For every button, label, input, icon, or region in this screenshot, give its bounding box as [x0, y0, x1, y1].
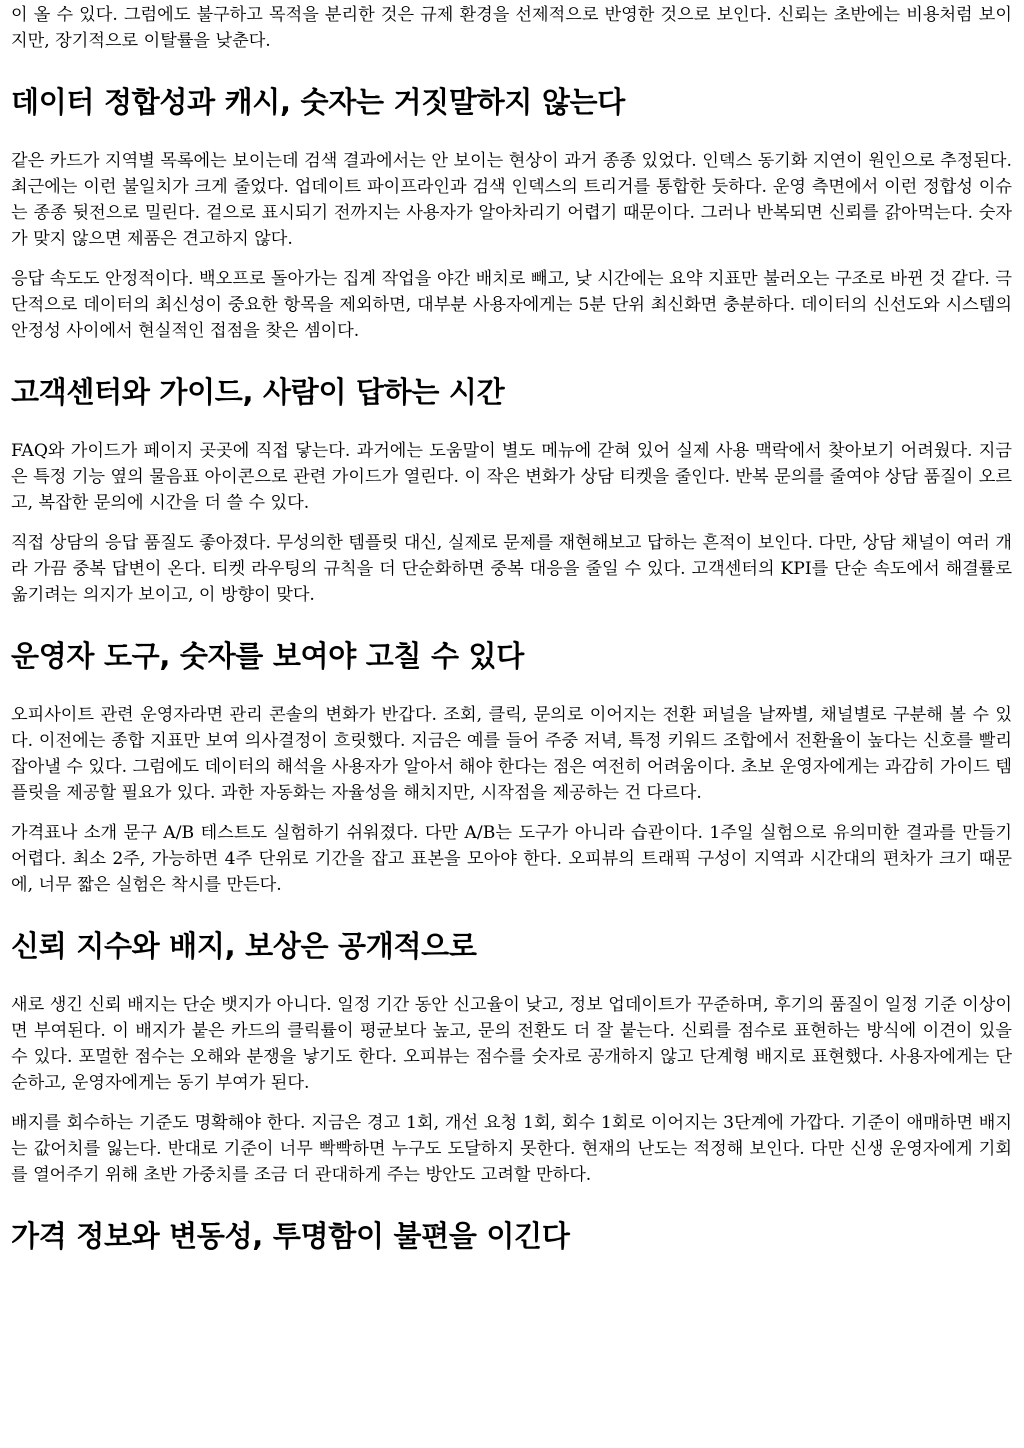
- paragraph: 직접 상담의 응답 품질도 좋아졌다. 무성의한 템플릿 대신, 실제로 문제를 재현해보고 답하는 흔적이 보인다. 다만, 상담 채널이 여러 개라 가끔 중복 답변이 온다. 티켓 라우팅의 규칙을 더 단순화하면 중복 대응을 줄일 수 있다. 고객센터의 KPI를 단순 속도에서 해결률로 옮기려는 의지가 보이고, 이 방향이 맞다.: [11, 533, 1012, 605]
- paragraph: 새로 생긴 신뢰 배지는 단순 뱃지가 아니다. 일정 기간 동안 신고율이 낮고, 정보 업데이트가 꾸준하며, 후기의 품질이 일정 기준 이상이면 부여된다. 이 배지가 붙은 카드의 클릭률이 평균보다 높고, 문의 전환도 더 잘 붙는다. 신뢰를 점수로 표현하는 방식에 이견이 있을 수 있다. 포멀한 점수는 오해와 분쟁을 낳기도 한다. 오피뷰는 점수를 숫자로 공개하지 않고 단계형 배지로 표현했다. 사용자에게는 단순하고, 운영자에게는 동기 부여가 된다.: [11, 995, 1012, 1093]
- paragraph: 응답 속도도 안정적이다. 백오프로 돌아가는 집계 작업을 야간 배치로 빼고, 낮 시간에는 요약 지표만 불러오는 구조로 바뀐 것 같다. 극단적으로 데이터의 최신성이 중요한 항목을 제외하면, 대부분 사용자에게는 5분 단위 최신화면 충분하다. 데이터의 신선도와 시스템의 안정성 사이에서 현실적인 접점을 찾은 셈이다.: [11, 269, 1012, 341]
- paragraph: 가격표나 소개 문구 A/B 테스트도 실험하기 쉬워졌다. 다만 A/B는 도구가 아니라 습관이다. 1주일 실험으로 유의미한 결과를 만들기 어렵다. 최소 2주, 가능하면 4주 단위로 기간을 잡고 표본을 모아야 한다. 오피뷰의 트래픽 구성이 지역과 시간대의 편차가 크기 때문에, 너무 짧은 실험은 착시를 만든다.: [11, 823, 1012, 895]
- section-heading-pricing: 가격 정보와 변동성, 투명함이 불편을 이긴다: [11, 1219, 570, 1253]
- paragraph: 오피사이트 관련 운영자라면 관리 콘솔의 변화가 반갑다. 조회, 클릭, 문의로 이어지는 전환 퍼널을 날짜별, 채널별로 구분해 볼 수 있다. 이전에는 종합 지표만 보여 의사결정이 흐릿했다. 지금은 예를 들어 주중 저녁, 특정 키워드 조합에서 전환율이 높다는 신호를 빨리 잡아낼 수 있다. 그럼에도 데이터의 해석을 사용자가 알아서 해야 한다는 점은 여전히 어려움이다. 초보 운영자에게는 과감히 가이드 템플릿을 제공할 필요가 있다. 과한 자동화는 자율성을 해치지만, 시작점을 제공하는 건 다르다.: [11, 705, 1012, 803]
- section-heading-operator-tools: 운영자 도구, 숫자를 보여야 고칠 수 있다: [11, 639, 524, 673]
- paragraph: 같은 카드가 지역별 목록에는 보이는데 검색 결과에서는 안 보이는 현상이 과거 종종 있었다. 인덱스 동기화 지연이 원인으로 추정된다. 최근에는 이런 불일치가 크게 줄었다. 업데이트 파이프라인과 검색 인덱스의 트리거를 통합한 듯하다. 운영 측면에서 이런 정합성 이슈는 종종 뒷전으로 밀린다. 겉으로 표시되기 전까지는 사용자가 알아차리기 어렵기 때문이다. 그러나 반복되면 신뢰를 갉아먹는다. 숫자가 맞지 않으면 제품은 견고하지 않다.: [11, 151, 1012, 249]
- article: [11, 0, 1012, 1282]
- paragraph: 배지를 회수하는 기준도 명확해야 한다. 지금은 경고 1회, 개선 요청 1회, 회수 1회로 이어지는 3단계에 가깝다. 기준이 애매하면 배지는 값어치를 잃는다. 반대로 기준이 너무 빡빡하면 누구도 도달하지 못한다. 현재의 난도는 적정해 보인다. 다만 신생 운영자에게 기회를 열어주기 위해 초반 가중치를 조금 더 관대하게 주는 방안도 고려할 만하다.: [11, 1113, 1012, 1185]
- section-heading-data-consistency: 데이터 정합성과 캐시, 숫자는 거짓말하지 않는다: [11, 85, 625, 119]
- intro-paragraph: 이 올 수 있다. 그럼에도 불구하고 목적을 분리한 것은 규제 환경을 선제적으로 반영한 것으로 보인다. 신뢰는 초반에는 비용처럼 보이지만, 장기적으로 이탈률을 낮춘다.: [11, 5, 1012, 51]
- section-heading-trust-badge: 신뢰 지수와 배지, 보상은 공개적으로: [11, 929, 477, 963]
- section-heading-customer-center: 고객센터와 가이드, 사람이 답하는 시간: [11, 375, 505, 409]
- paragraph: FAQ와 가이드가 페이지 곳곳에 직접 닿는다. 과거에는 도움말이 별도 메뉴에 갇혀 있어 실제 사용 맥락에서 찾아보기 어려웠다. 지금은 특정 기능 옆의 물음표 아이콘으로 관련 가이드가 열린다. 이 작은 변화가 상담 티켓을 줄인다. 반복 문의를 줄여야 상담 품질이 오르고, 복잡한 문의에 시간을 더 쓸 수 있다.: [11, 441, 1012, 513]
